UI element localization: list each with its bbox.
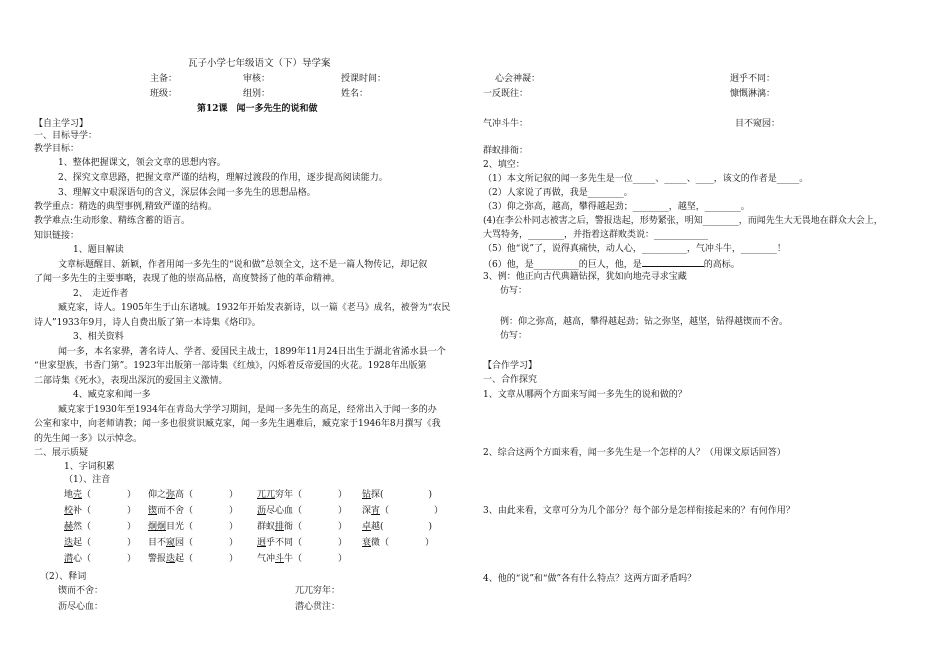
k4-line-b: 公室和家中，向老师请教；闻一多也很赏识臧克家，闻一多先生遇难后，臧克家于1946年8月撰写《我 xyxy=(34,419,441,429)
define-qunyipaiya: 群蚁排衙： xyxy=(483,146,529,156)
k1-line-b: 了闻一多先生的主要事略，表现了他的崇高品格，高度赞扬了他的革命精神。 xyxy=(34,274,341,284)
k1-line-a: 文章标题醒目、新颖，作者用闻一多先生的“说和做”总领全文，这不是一篇人物传记，却记叙 xyxy=(58,260,428,270)
goal-label: 教学目标： xyxy=(34,144,80,154)
section-zizhu: 【自主学习】 xyxy=(34,119,89,129)
banji-label: 班级： xyxy=(150,89,178,99)
phonetic-item: 兀兀穷年（ ） xyxy=(257,490,348,500)
define-kangkailinli: 慷慨淋漓： xyxy=(730,89,776,99)
fill-3: （3）仰之弥高，越高，攀得越起劲；________，越坚，________。 xyxy=(483,202,750,212)
phonetic-item: 气冲斗牛（ ） xyxy=(257,554,348,564)
k3-line-b: “世家望族，书香门第”。1923年出版第一部诗集《红烛》，闪烁着反帝爱国的火花。1928年出版第 xyxy=(34,361,427,371)
shouke-time-label: 授课时间： xyxy=(341,74,387,84)
phonetic-item: 钻探( ) xyxy=(362,490,433,500)
k3-heading: 3、相关资料 xyxy=(73,332,124,342)
shici-heading: （2）、释词 xyxy=(40,572,87,582)
zhuyin-heading: （1）、注音 xyxy=(64,475,111,485)
tiankong-heading: 2、填空： xyxy=(483,160,525,170)
phonetic-item: 衰微（ ） xyxy=(362,538,435,548)
example-3: 3、例：他正向古代典籍钻探，犹如向地壳寻求宝藏 xyxy=(483,272,687,282)
phonetic-item: 赫然（ ） xyxy=(64,522,137,532)
doc-title: 瓦子小学七年级语文（下）导学案 xyxy=(188,58,331,69)
fill-6-part-b: 的高标。 xyxy=(703,260,740,270)
shenhe-label: 审核： xyxy=(243,74,271,84)
define-mubukuiyuan: 目不窥园： xyxy=(735,119,781,129)
fill-4a: (4)在李公朴同志被害之后，警报迭起，形势紧张，明知________，而闻先生大无畏地在群众大会上， xyxy=(483,216,883,226)
fill-1: （1）本文所记叙的闻一多先生是一位_____、_____、____，该文的作者是_____。 xyxy=(483,174,809,184)
question-2: 2、综合这两个方面来看，闻一多先生是一个怎样的人？（用课文原话回答） xyxy=(483,448,786,458)
phonetic-item: 深宵（ ） xyxy=(362,506,444,516)
fill-6-part-a: （6）他，是__________的巨人，他，是 xyxy=(483,260,642,270)
phonetic-item: 警报迭起（ ） xyxy=(148,554,239,564)
phonetic-item: 卓越( ) xyxy=(362,522,433,532)
example-li: 例：仰之弥高，越高，攀得越起劲；钻之弥坚，越坚，钻得越锲而不舍。 xyxy=(500,317,789,327)
define-lijinxinxue: 沥尽心血： xyxy=(58,602,104,612)
define-qieerbushe: 锲而不舍： xyxy=(58,586,104,596)
fangxie-2: 仿写： xyxy=(500,331,528,341)
zhishi-lianjie: 知识链接： xyxy=(34,231,80,241)
phonetic-item: 地壳（ ） xyxy=(64,490,137,500)
fill-4b: 大骂特务，________，并指着这群败类说：____________ xyxy=(483,230,709,240)
phonetic-item: 仰之弥高（ ） xyxy=(148,490,239,500)
define-qianxinguanzhu: 潜心贯注： xyxy=(295,602,341,612)
k2-line-b: 诗人”1933年9月，诗人自费出版了第一本诗集《烙印》。 xyxy=(34,318,261,328)
xingming-label: 姓名： xyxy=(341,89,369,99)
hezuo-tanjiu: 一、合作探究 xyxy=(483,375,538,385)
fill-6-blank xyxy=(642,257,704,267)
phonetic-item: 迥乎不同（ ） xyxy=(257,538,348,548)
section-zhanshi: 二、展示质疑 xyxy=(34,448,89,458)
k4-line-a: 臧克家于1930年至1934年在青岛大学学习期间，是闻一多先生的高足，经常出入于闻一多的办 xyxy=(58,405,437,415)
lesson-title: 第12课 闻一多先生的说和做 xyxy=(197,104,318,114)
phonetic-item: 目不窥园（ ） xyxy=(148,538,239,548)
k4-line-c: 的先生闻一多》以示悼念。 xyxy=(34,434,143,444)
question-1: 1、文章从哪两个方面来写闻一多先生的说和做的？ xyxy=(483,390,687,400)
phonetic-item: 沥尽心血（ ） xyxy=(257,506,348,516)
nandian: 教学难点:生动形象、精练含蓄的语言。 xyxy=(34,216,191,226)
fill-5: （5）他“说”了，说得真痛快，动人心，__________，气冲斗牛，________！ xyxy=(483,244,786,254)
question-4: 4、他的“说”和“做”各有什么特点？这两方面矛盾吗？ xyxy=(483,574,697,584)
phonetic-item: 迭起（ ） xyxy=(64,538,137,548)
goal-3: 3、理解文中艰深语句的含义，深层体会闻一多先生的思想品格。 xyxy=(58,188,316,198)
phonetic-item: 潜心（ ） xyxy=(64,554,137,564)
define-qichongdouniu: 气冲斗牛： xyxy=(483,119,529,129)
define-xinhuishenning: 心会神凝： xyxy=(495,74,541,84)
fill-6 xyxy=(483,257,740,271)
section-mubiao: 一、目标导学： xyxy=(34,131,98,141)
zubie-label: 组别： xyxy=(243,89,271,99)
question-3: 3、由此来看，文章可分为几个部分？每个部分是怎样衔接起来的？有何作用？ xyxy=(483,506,795,516)
define-wuwuqiongnian: 兀兀穷年： xyxy=(295,586,341,596)
section-hezuo: 【合作学习】 xyxy=(483,361,538,371)
define-jionghubutong: 迥乎不同： xyxy=(730,74,776,84)
fill-2: （2）人家说了再做，我是________。 xyxy=(483,188,633,198)
zhongdian: 教学重点：精选的典型事例,精致严谨的结构。 xyxy=(34,202,217,212)
fangxie-1: 仿写： xyxy=(500,286,528,296)
k1-heading: 1、题目解读 xyxy=(73,245,124,255)
k4-heading: 4、臧克家和闻一多 xyxy=(73,390,151,400)
phonetic-item: 群蚁排衙（ ） xyxy=(257,522,348,532)
k3-line-c: 二部诗集《死水》，表现出深沉的爱国主义激情。 xyxy=(34,376,228,386)
k3-line-a: 闻一多，本名家骅，著名诗人、学者、爱国民主战士，1899年11月24日出生于湖北省浠水县一个 xyxy=(58,347,446,357)
k2-line-a: 臧克家，诗人。1905年生于山东诸城。1932年开始发表新诗，以一篇《老马》成名，被誉为“农民 xyxy=(58,303,451,313)
phonetic-item: 校补（ ） xyxy=(64,506,137,516)
goal-2: 2、探究文章思路，把握文章严谨的结构，理解过渡段的作用，逐步提高阅读能力。 xyxy=(58,173,388,183)
phonetic-item: 锲而不舍（ ） xyxy=(148,506,239,516)
k2-heading: 2、 走近作者 xyxy=(73,289,129,299)
phonetic-item: 炯炯目光（ ） xyxy=(148,522,239,532)
zici-heading: 1、字词积累 xyxy=(64,462,115,472)
zhubei-label: 主备： xyxy=(150,74,178,84)
goal-1: 1、整体把握课文，领会文章的思想内容。 xyxy=(58,158,226,168)
define-yifanjiwang: 一反既往： xyxy=(483,89,529,99)
